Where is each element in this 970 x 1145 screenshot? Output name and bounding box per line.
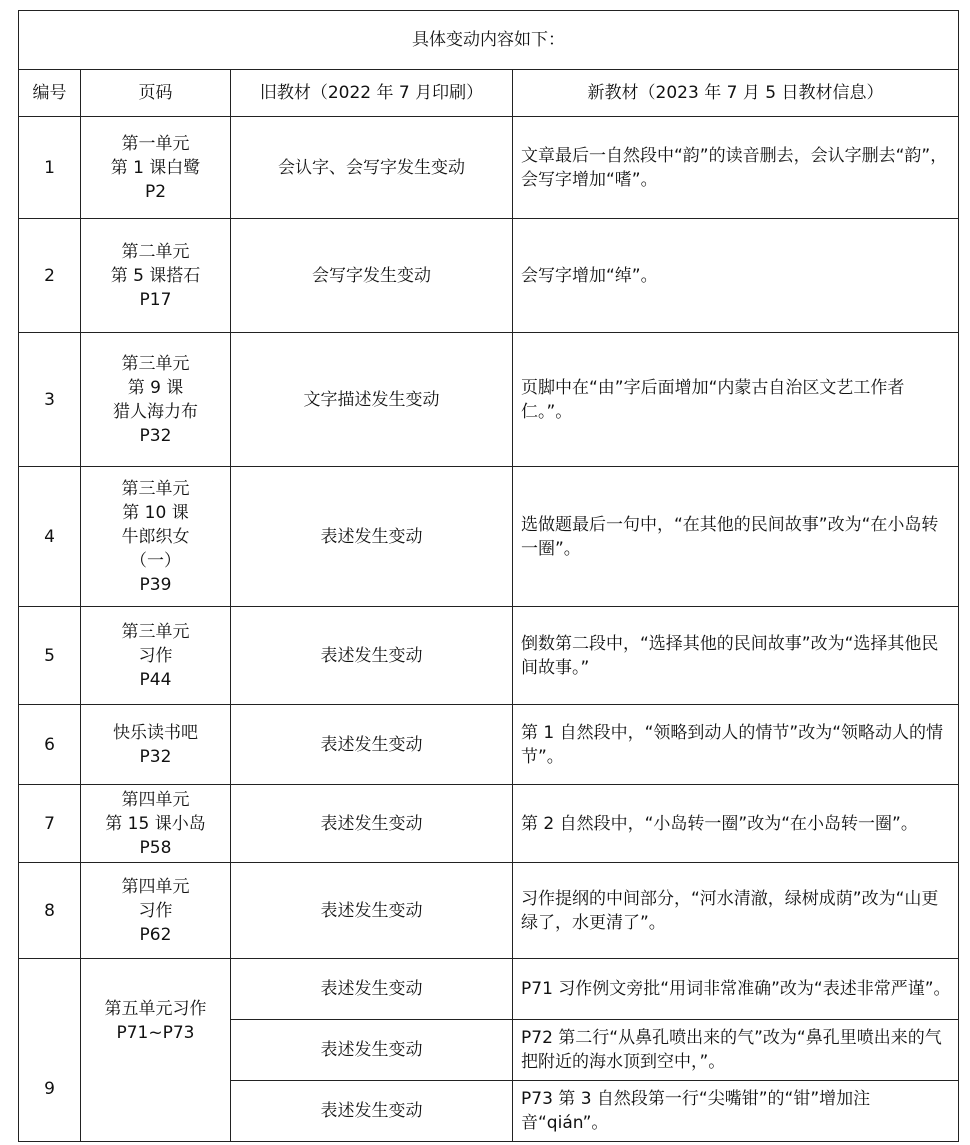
row-page: 第四单元 第 15 课小岛 P58 [81,785,231,863]
row-page: 快乐读书吧 P32 [81,705,231,785]
header-page: 页码 [81,70,231,117]
header-new: 新教材（2023 年 7 月 5 日教材信息） [513,70,959,117]
row-new: 第 1 自然段中，“领略到动人的情节”改为“领略动人的情节”。 [513,705,959,785]
row-old: 会写字发生变动 [231,219,513,333]
row-num: 5 [19,607,81,705]
row-new: 选做题最后一句中，“在其他的民间故事”改为“在小岛转一圈”。 [513,467,959,607]
row-page: 第三单元 第 10 课 牛郎织女 （一） P39 [81,467,231,607]
table-row [19,333,959,467]
row-new: 文章最后一自然段中“韵”的读音删去，会认字删去“韵”，会写字增加“嗜”。 [513,117,959,219]
row-new: 倒数第二段中，“选择其他的民间故事”改为“选择其他民间故事。” [513,607,959,705]
change-table [18,10,959,1142]
row-new: 页脚中在“由”字后面增加“内蒙古自治区文艺工作者仁。”。 [513,333,959,467]
change-table-container [18,10,959,1142]
row-num: 1 [19,117,81,219]
row-old: 表述发生变动 [231,1020,513,1081]
table-row [19,705,959,785]
row-old: 表述发生变动 [231,705,513,785]
table-row [19,117,959,219]
row-old: 表述发生变动 [231,607,513,705]
row-new: P73 第 3 自然段第一行“尖嘴钳”的“钳”增加注音“qián”。 [513,1081,959,1142]
row-old: 表述发生变动 [231,1081,513,1142]
row-page: 第二单元 第 5 课搭石 P17 [81,219,231,333]
table-row [19,959,959,1020]
row-num: 2 [19,219,81,333]
row-new: 第 2 自然段中，“小岛转一圈”改为“在小岛转一圈”。 [513,785,959,863]
table-row [19,467,959,607]
header-num: 编号 [19,70,81,117]
row-new: P71 习作例文旁批“用词非常准确”改为“表述非常严谨”。 [513,959,959,1020]
header-old: 旧教材（2022 年 7 月印刷） [231,70,513,117]
row-num: 9 [19,959,81,1142]
row-new: 会写字增加“绰”。 [513,219,959,333]
row-new: 习作提纲的中间部分，“河水清澈，绿树成荫”改为“山更绿了，水更清了”。 [513,863,959,959]
header-row [19,70,959,117]
row-num: 8 [19,863,81,959]
row-page: 第五单元习作 P71~P73 [81,959,231,1142]
table-caption-row [19,11,959,70]
row-old: 表述发生变动 [231,785,513,863]
row-num: 4 [19,467,81,607]
row-num: 3 [19,333,81,467]
row-page: 第三单元 习作 P44 [81,607,231,705]
row-old: 表述发生变动 [231,467,513,607]
table-caption: 具体变动内容如下： [19,11,959,70]
row-old: 表述发生变动 [231,959,513,1020]
row-page: 第四单元 习作 P62 [81,863,231,959]
row-page: 第一单元 第 1 课白鹭 P2 [81,117,231,219]
table-row [19,785,959,863]
table-row [19,863,959,959]
row-old: 表述发生变动 [231,863,513,959]
row-num: 7 [19,785,81,863]
row-old: 文字描述发生变动 [231,333,513,467]
row-new: P72 第二行“从鼻孔喷出来的气”改为“鼻孔里喷出来的气把附近的海水顶到空中，”。 [513,1020,959,1081]
table-row [19,219,959,333]
row-num: 6 [19,705,81,785]
row-old: 会认字、会写字发生变动 [231,117,513,219]
table-row [19,607,959,705]
row-page: 第三单元 第 9 课 猎人海力布 P32 [81,333,231,467]
